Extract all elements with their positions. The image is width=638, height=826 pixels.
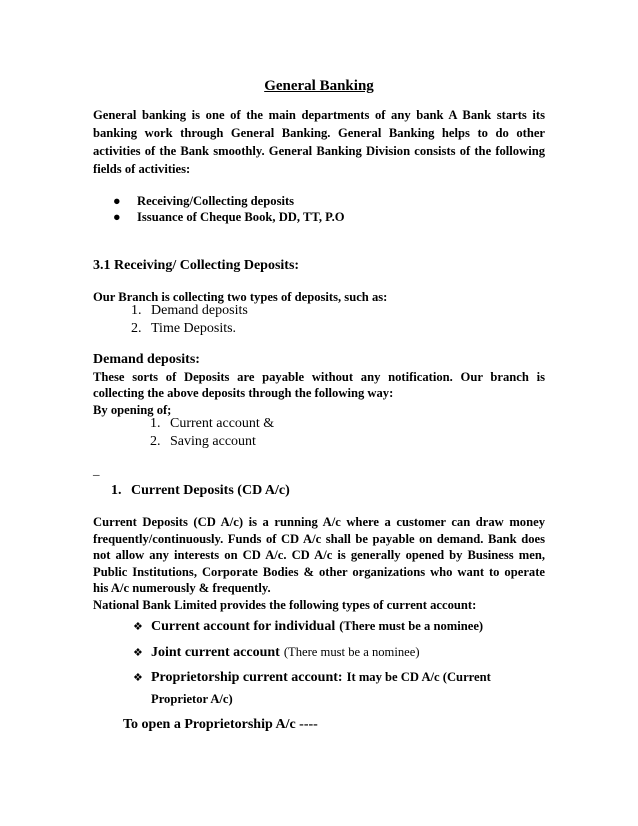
item-label: Demand deposits [151,303,248,318]
diamond-bullet-icon: ❖ [133,621,143,633]
item-label: Time Deposits. [151,321,237,336]
account-type-note: It may be CD A/c (Current [346,670,491,684]
account-type-label: Current account for individual [151,619,336,634]
opening-type-item [150,434,256,450]
opening-type-item [150,416,274,432]
activity-item [113,193,294,209]
account-type-label: Joint current account [151,645,280,660]
account-type-note-continued: Proprietor A/c) [151,692,233,706]
item-number: 1. [131,303,142,318]
cd-heading [111,483,290,499]
bullet-icon: ● [113,210,121,224]
to-open-heading: To open a Proprietorship A/c ---- [123,717,318,732]
stray-mark: _ [93,462,100,477]
activity-label: Receiving/Collecting deposits [137,194,295,208]
account-type-note: (There must be a nominee) [283,645,420,659]
diamond-bullet-icon: ❖ [133,672,143,684]
item-number: 2. [131,321,142,336]
account-type-note: (There must be a nominee) [339,619,484,633]
item-label: Saving account [170,434,256,449]
cd-heading-label: Current Deposits (CD A/c) [131,483,290,498]
account-type-item [133,617,483,635]
page-title: General Banking [264,78,374,94]
cd-types-intro: National Bank Limited provides the following types of current account: [93,598,477,612]
item-number: 2. [150,434,161,449]
account-type-item [133,643,420,661]
demand-heading: Demand deposits: [93,352,200,367]
branch-intro: Our Branch is collecting two types of deposits, such as: [93,290,388,304]
diamond-bullet-icon: ❖ [133,647,143,659]
account-type-item [133,668,491,686]
activity-label: Issuance of Cheque Book, DD, TT, P.O [137,210,345,224]
demand-paragraph: These sorts of Deposits are payable without any notification. Our branch is collecting the above deposits through the following way: [93,370,545,400]
bullet-icon: ● [113,194,121,208]
deposit-type-item [131,321,236,337]
deposit-type-item [131,303,248,319]
item-number: 1. [111,483,122,498]
cd-paragraph: Current Deposits (CD A/c) is a running A/c where a customer can draw money frequently/continuously. Funds of CD A/c shall be payable on demand. Bank does not allow any interests on CD A/c. CD A/c is generally opened by Business men, Public Institutions, Corporate Bodies & other organizations who want to operate his A/c numerously & frequently. [93,515,545,596]
by-opening-label: By opening of; [93,403,172,417]
account-type-label: Proprietorship current account: [151,670,343,685]
item-label: Current account & [170,416,275,431]
activity-item [113,209,345,225]
section-heading: 3.1 Receiving/ Collecting Deposits: [93,258,300,273]
item-number: 1. [150,416,161,431]
intro-paragraph: General banking is one of the main departments of any bank A Bank starts its banking work through General Banking. General Banking helps to do other activities of the Bank smoothly. General Banking Division consists of the following fields of activities: [93,108,545,176]
